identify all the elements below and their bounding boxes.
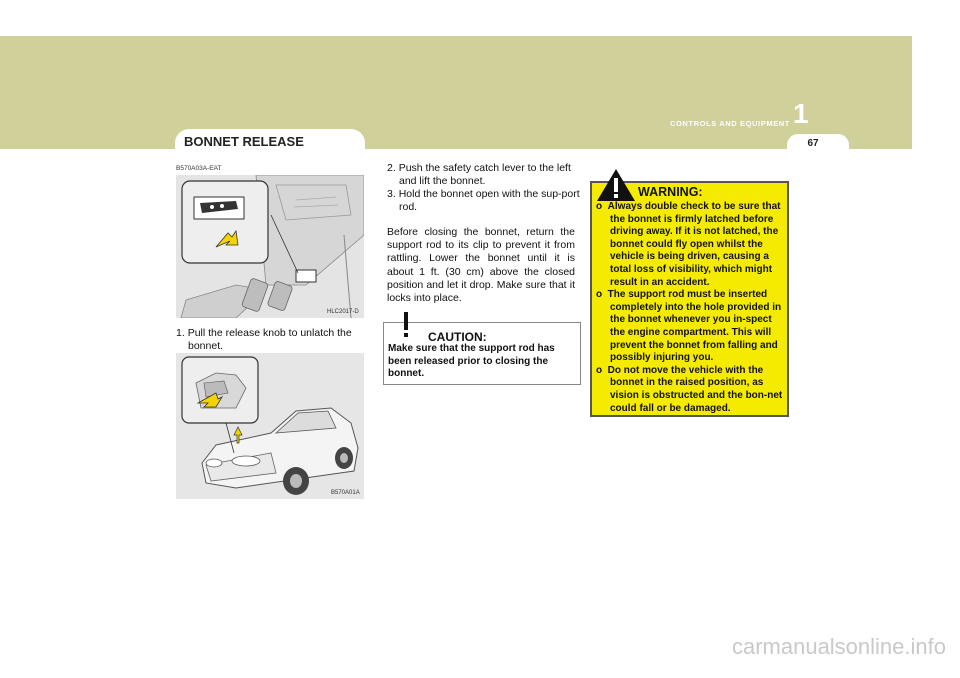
closing-paragraph: Before closing the bonnet, return the support rod to its clip to prevent it from rattling. Lower the bonnet until it is about 1 ft. (30 cm) above the closed position and let it drop. Make sure that it locks into place. xyxy=(387,226,575,305)
warning-item-text: The support rod must be inserted completely into the hole provided in the bonnet whenever you in-spect the engine compartment. This will prevent the bonnet from falling and possibly injuring you. xyxy=(607,289,782,364)
reference-code: B570A03A-EAT xyxy=(176,165,222,172)
figure-release-knob xyxy=(176,175,364,318)
step-2-text: Push the safety catch lever to the left and lift the bonnet. xyxy=(398,162,571,188)
step-3 xyxy=(387,188,587,214)
figure-car-bonnet xyxy=(176,353,364,499)
step-1-text: Pull the release knob to unlatch the bonnet. xyxy=(187,327,352,353)
step-1 xyxy=(176,327,376,353)
warning-bullet: o xyxy=(596,289,603,301)
warning-item xyxy=(596,201,786,289)
warning-bullet: o xyxy=(596,364,603,376)
car-illustration xyxy=(176,353,364,499)
warning-item xyxy=(596,365,786,415)
step-1-number: 1. xyxy=(176,327,185,339)
warning-list xyxy=(596,201,786,415)
warning-item-text: Always double check to be sure that the bonnet is firmly latched before driving away. If it is not latched, the bonnet could fly open whilst the vehicle is being driven, causing a total loss of visibility, which might result in an accident. xyxy=(607,201,781,288)
dashboard-illustration xyxy=(176,175,364,318)
caution-text: Make sure that the support rod has been released prior to closing the bonnet. xyxy=(388,343,555,379)
warning-triangle-icon xyxy=(596,168,636,202)
caution-title: CAUTION: xyxy=(428,330,487,344)
page-number: 67 xyxy=(807,138,819,149)
warning-item-text: Do not move the vehicle with the bonnet in the raised position, as vision is obstructed and the bon-net could fall or be damaged. xyxy=(607,364,783,414)
warning-title: WARNING: xyxy=(638,185,703,199)
figure-1-caption: HLC2017-D xyxy=(327,309,359,315)
watermark: carmanualsonline.info xyxy=(731,634,946,659)
chapter-label: CONTROLS AND EQUIPMENT xyxy=(669,119,790,128)
step-3-number: 3. xyxy=(387,188,396,200)
section-title: BONNET RELEASE xyxy=(184,134,304,149)
chapter-number: 1 xyxy=(793,98,809,129)
warning-item xyxy=(596,289,786,365)
step-2 xyxy=(387,162,587,188)
step-2-number: 2. xyxy=(387,162,396,174)
step-3-text: Hold the bonnet open with the sup-port rod. xyxy=(398,188,580,214)
caution-exclamation-icon xyxy=(393,310,419,340)
figure-2-caption: B570A01A xyxy=(331,490,360,496)
warning-bullet: o xyxy=(596,201,603,212)
header-band xyxy=(0,36,912,149)
